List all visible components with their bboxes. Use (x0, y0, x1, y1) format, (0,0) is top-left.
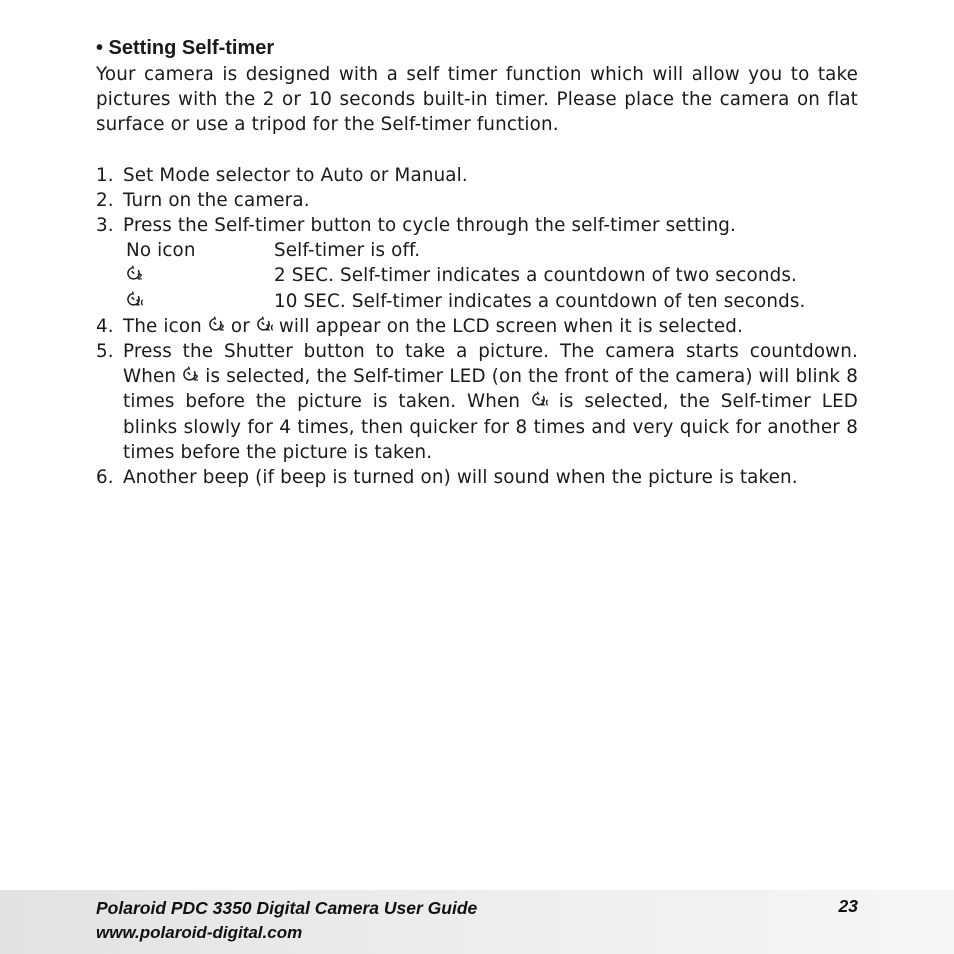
timer-desc-10s: 10 SEC. Self-timer indicates a countdown of ten seconds. (274, 290, 806, 312)
step-text: Set Mode selector to Auto or Manual. (123, 164, 468, 186)
section-heading: • Setting Self-timer (96, 37, 275, 59)
step-text-part: will appear on the LCD screen when it is selected. (278, 315, 743, 337)
step-number: 6. (96, 467, 114, 489)
timer-row-off (126, 238, 858, 263)
self-timer-2s-icon (182, 365, 199, 384)
step-6 (96, 465, 858, 490)
intro-paragraph: Your camera is designed with a self timer function which will allow you to take pictures with the 2 or 10 seconds built-in timer. Please place the camera on flat surface or use a tripod for the Self-timer function. (96, 64, 858, 136)
step-text: Press the Self-timer button to cycle through the self-timer setting. (123, 215, 737, 237)
self-timer-2s-icon (208, 315, 225, 334)
step-text-part: is selected, the Self-timer LED (on the front of the camera) will blink 8 times before the picture is taken. When (123, 366, 859, 413)
paragraph-gap (96, 138, 858, 163)
timer-settings-table (126, 238, 858, 314)
step-text-part: The icon (123, 315, 202, 337)
step-text-part: Press the Shutter button to take a picture. The camera starts countdown. When (123, 341, 858, 388)
step-text-part: or (230, 315, 250, 337)
step-number: 1. (96, 164, 114, 186)
timer-row-10s (126, 289, 858, 314)
step-text: Another beep (if beep is turned on) will sound when the picture is taken. (123, 467, 798, 489)
step-number: 5. (96, 341, 114, 363)
step-number: 2. (96, 189, 114, 211)
step-number: 3. (96, 215, 114, 237)
footer-title: Polaroid PDC 3350 Digital Camera User Guide (96, 898, 478, 918)
timer-desc-off: Self-timer is off. (274, 240, 421, 262)
footer-url: www.polaroid-digital.com (96, 923, 303, 942)
self-timer-2s-icon (126, 264, 143, 283)
step-2 (96, 188, 858, 213)
step-text-part: is selected, the Self-timer LED blinks slowly for 4 times, then quicker for 8 times and very quick for another 8 times before the picture is taken. (123, 391, 859, 463)
timer-desc-2s: 2 SEC. Self-timer indicates a countdown of two seconds. (274, 265, 797, 287)
self-timer-10s-icon (531, 390, 548, 409)
self-timer-10s-icon (126, 290, 143, 309)
step-number: 4. (96, 315, 114, 337)
page-number: 23 (838, 896, 858, 916)
page-footer (0, 890, 954, 954)
timer-key-2s (126, 263, 274, 288)
timer-key-10s (126, 289, 274, 314)
steps-list (96, 163, 858, 491)
step-5 (96, 339, 858, 465)
step-4 (96, 314, 858, 339)
self-timer-10s-icon (256, 315, 273, 334)
step-3 (96, 213, 858, 314)
timer-key-no-icon: No icon (126, 240, 196, 262)
step-text: Turn on the camera. (123, 189, 310, 211)
page-content (96, 34, 858, 490)
timer-row-2s (126, 263, 858, 288)
step-1 (96, 163, 858, 188)
